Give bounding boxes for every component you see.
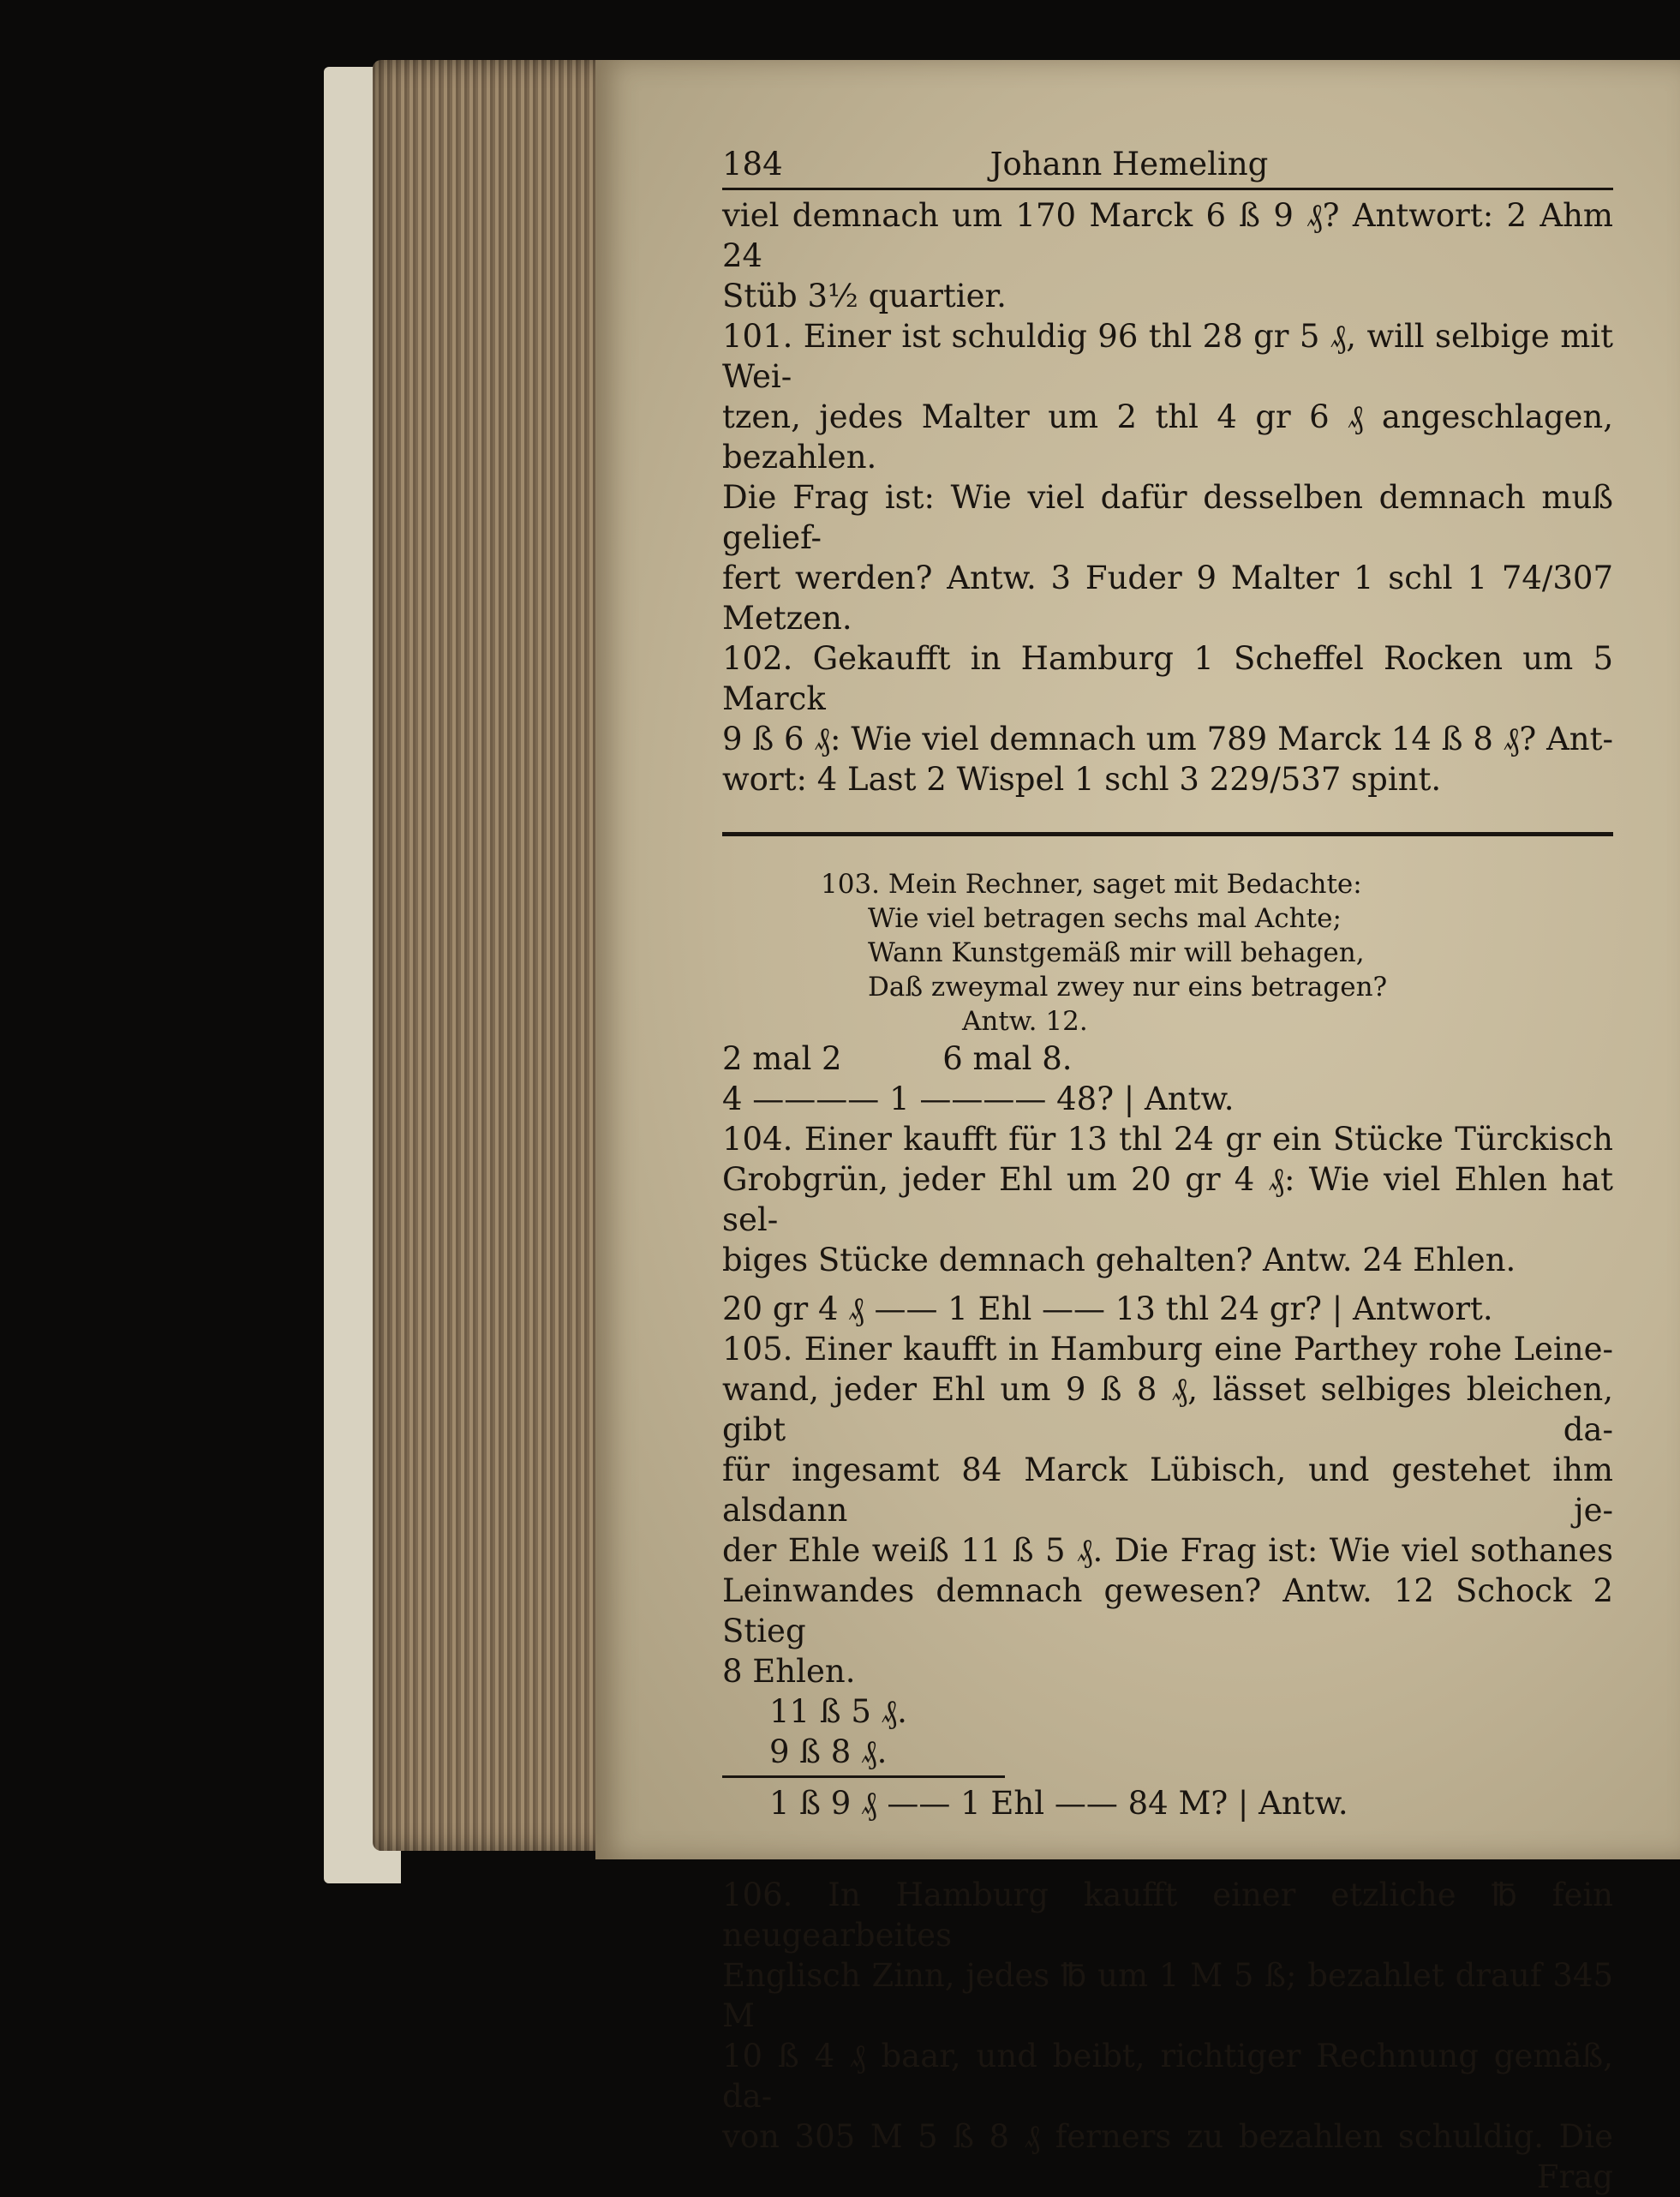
- text-line: 101. Einer ist schuldig 96 thl 28 gr 5 ₰, will selbige mit Wei-: [722, 318, 1613, 395]
- text-line: Die Frag ist: Wie viel dafür desselben demnach muß gelief-: [722, 479, 1613, 556]
- page-header: [722, 144, 1613, 184]
- poem-line: [821, 867, 1613, 901]
- page-number: 184: [722, 146, 783, 183]
- spacer: [722, 1823, 1613, 1849]
- calc-line: 1 ß 9 ₰ —— 1 Ehl —— 84 M? | Antw.: [769, 1785, 1348, 1822]
- poem-line: Wie viel betragen sechs mal Achte;: [868, 903, 1342, 934]
- text-line: für ingesamt 84 Marck Lübisch, und gestehet ihm alsdann je-: [722, 1452, 1613, 1529]
- text-line: Stüb 3½ quartier.: [722, 278, 1007, 314]
- poem-line: Wann Kunstgemäß mir will behagen,: [868, 937, 1365, 968]
- poem-number: 103.: [821, 869, 881, 900]
- text-line: 10 ß 4 ₰ baar, und beibt, richtiger Rechnung gemäß, da-: [722, 2038, 1613, 2115]
- sum-rule: [722, 1775, 1005, 1778]
- page-text: [722, 144, 1613, 2197]
- poem-line: Daß zweymal zwey nur eins betragen?: [868, 972, 1388, 1003]
- calc-line: 2 mal 2 6 mal 8.: [722, 1040, 1073, 1077]
- calc-line: 20 gr 4 ₰ —— 1 Ehl —— 13 thl 24 gr? | Antwort.: [722, 1290, 1493, 1327]
- header-rule: [722, 188, 1613, 190]
- running-title: Johann Hemeling: [989, 146, 1269, 183]
- text-line: Leinwandes demnach gewesen? Antw. 12 Schock 2 Stieg: [722, 1572, 1613, 1649]
- text-line: 106. In Hamburg kaufft einer etzliche ℔ fein neugearbeites: [722, 1877, 1613, 1954]
- spacer: [722, 1849, 1613, 1875]
- poem-answer: Antw. 12.: [962, 1006, 1088, 1037]
- catchword: Frag: [1536, 2158, 1613, 2195]
- page-edges: [373, 60, 621, 1851]
- text-line: wort: 4 Last 2 Wispel 1 schl 3 229/537 spint.: [722, 761, 1442, 798]
- text-line: 104. Einer kaufft für 13 thl 24 gr ein Stücke Türckisch: [722, 1121, 1613, 1158]
- calc-line: 9 ß 8 ₰.: [769, 1733, 888, 1770]
- text-line: 8 Ehlen.: [722, 1653, 856, 1690]
- poem-line-text: Mein Rechner, saget mit Bedachte:: [888, 869, 1362, 900]
- text-line: fert werden? Antw. 3 Fuder 9 Malter 1 schl 1 74/307 Metzen.: [722, 560, 1613, 637]
- text-line: 102. Gekaufft in Hamburg 1 Scheffel Rocken um 5 Marck: [722, 640, 1613, 717]
- text-line: biges Stücke demnach gehalten? Antw. 24 Ehlen.: [722, 1242, 1516, 1278]
- text-line: 9 ß 6 ₰: Wie viel demnach um 789 Marck 14 ß 8 ₰? Ant-: [722, 721, 1613, 757]
- text-line: von 305 M 5 ß 8 ₰ ferners zu bezahlen schuldig. Die: [722, 2118, 1613, 2155]
- text-line: viel demnach um 170 Marck 6 ß 9 ₰? Antwort: 2 Ahm 24: [722, 197, 1613, 274]
- calc-line: 4 ———— 1 ———— 48? | Antw.: [722, 1081, 1235, 1117]
- section-rule: [722, 832, 1613, 836]
- text-line: Englisch Zinn, jedes ℔ um 1 M 5 ß; bezahlet drauf 345 M: [722, 1957, 1613, 2034]
- text-line: der Ehle weiß 11 ß 5 ₰. Die Frag ist: Wie viel sothanes: [722, 1532, 1613, 1569]
- text-line: tzen, jedes Malter um 2 thl 4 gr 6 ₰ angeschlagen, bezahlen.: [722, 398, 1613, 476]
- calc-line: 11 ß 5 ₰.: [769, 1693, 907, 1730]
- text-line: 105. Einer kaufft in Hamburg eine Parthey rohe Leine-: [722, 1331, 1613, 1368]
- text-line: Grobgrün, jeder Ehl um 20 gr 4 ₰: Wie viel Ehlen hat sel-: [722, 1161, 1613, 1238]
- text-line: wand, jeder Ehl um 9 ß 8 ₰, lässet selbiges bleichen, gibt da-: [722, 1371, 1613, 1448]
- riddle-poem: [821, 867, 1613, 1039]
